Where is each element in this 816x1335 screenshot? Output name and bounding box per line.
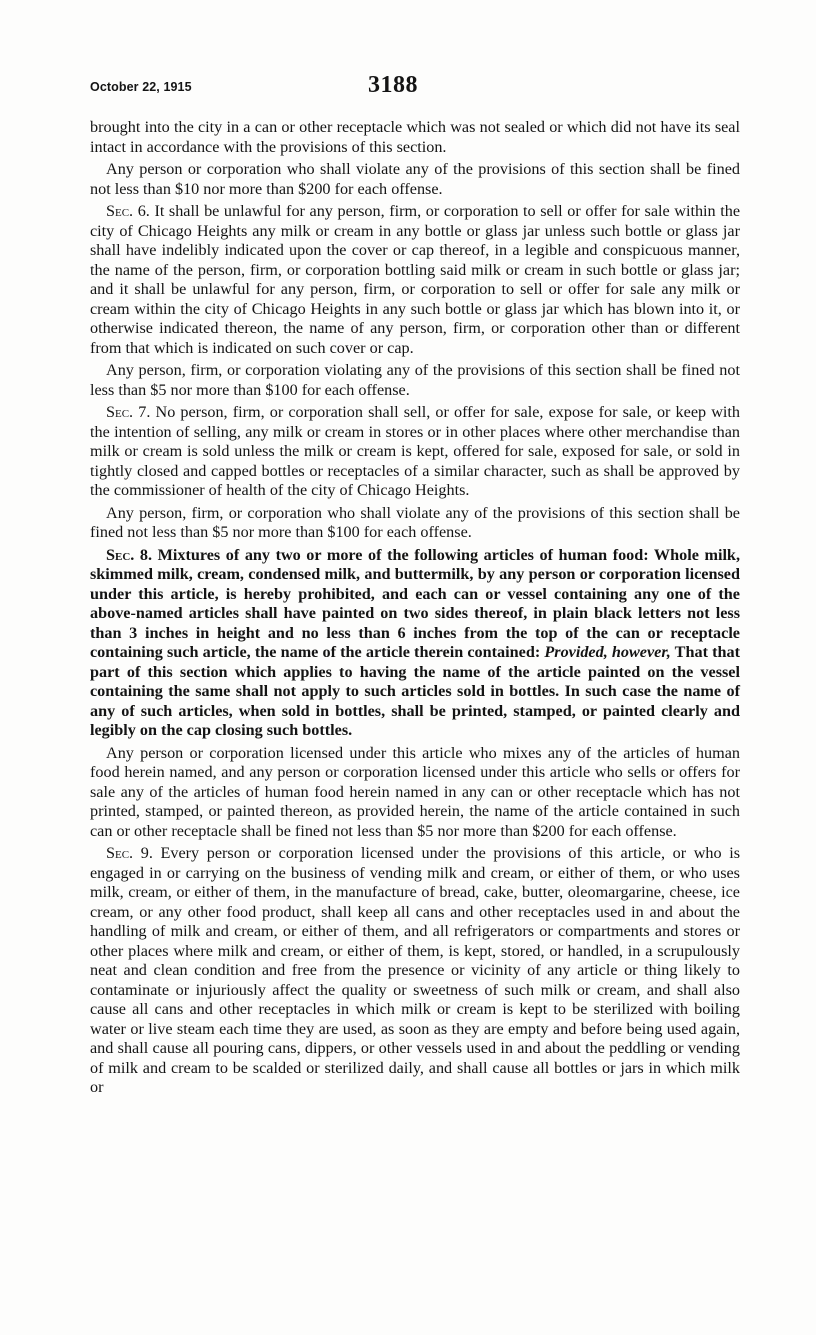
section-7 <box>90 403 740 501</box>
paragraph-penalty <box>90 744 740 842</box>
paragraph-text: Any person, firm, or corporation who shall violate any of the provisions of this section shall be fined not less than $5 nor more than $100 for each offense. <box>90 503 740 541</box>
page-number: 3188 <box>368 72 418 98</box>
section-8 <box>90 546 740 741</box>
document-body <box>90 118 740 1101</box>
paragraph-text: Any person, firm, or corporation violating any of the provisions of this section shall be fined not less than $5 nor more than $100 for each offense. <box>90 361 740 399</box>
section-label: Sec. 7. <box>106 403 151 421</box>
section-6 <box>90 202 740 358</box>
proviso-italic: Provided, however, <box>544 643 671 661</box>
paragraph-text: It shall be unlawful for any person, firm, or corporation to sell or offer for sale within the city of Chicago Heights any milk or cream in any bottle or glass jar unless such bottle or glass jar shall have indelibly indicated upon the cover or cap thereof, in a legible and conspicuous manner, the name of the person, firm, or corporation bottling said milk or cream in such bottle or glass jar; and it shall be unlawful for any person, firm, or corporation to sell or offer for sale any milk or cream within the city of Chicago Heights in any such bottle or glass jar which has blown into it, or otherwise indicated thereon, the name of any person, firm, or corporation other than or different from that which is indicated on such cover or cap. <box>90 202 741 357</box>
paragraph-penalty <box>90 504 740 543</box>
page-header <box>90 72 740 98</box>
paragraph-text: No person, firm, or corporation shall sell, or offer for sale, expose for sale, or keep with the intention of selling, any milk or cream in stores or in other places where other merchandise than milk or cream is sold unless the milk or cream is kept, offered for sale, exposed for sale, or sold in tightly closed and capped bottles or receptacles of a similar character, such as shall be approved by the commissioner of health of the city of Chicago Heights. <box>90 403 741 499</box>
paragraph-text: Mixtures of any two or more of the following articles of human food: Whole milk, skimmed milk, cream, condensed milk, and buttermilk, by any person or corporation licensed under this article, is hereby prohibited, and each can or vessel containing any one of the above-named articles shall have painted on two sides thereof, in plain black letters not less than 3 inches in height and no less than 6 inches from the top of the can or receptacle containing such article, the name of the article therein contained: <box>90 545 740 661</box>
header-date: October 22, 1915 <box>90 80 192 94</box>
paragraph-penalty <box>90 160 740 199</box>
paragraph-text: Any person or corporation licensed under this article who mixes any of the articles of human food herein named, and any person or corporation licensed under this article who sells or offers for sale any of the articles of human food herein named in any can or other receptacle which has not printed, stamped, or painted thereon, as provided herein, the name of the article contained in such can or other receptacle shall be fined not less than $5 nor more than $200 for each offense. <box>90 743 740 840</box>
paragraph-penalty <box>90 361 740 400</box>
paragraph-text: Every person or corporation licensed under the provisions of this article, or who is engaged in or carrying on the business of vending milk and cream, or either of them, or who uses milk, cream, or either of them, in the manufacture of bread, cake, butter, oleomargarine, cheese, ice cream, or any other food product, shall keep all cans and other receptacles used in and about the handling of milk and cream, or either of them, and all refrigerators or compartments and stores or other places where milk and cream, or either of them, is kept, stored, or handled, in a scrupulously neat and clean condition and free from the presence or vicinity of any article or thing likely to contaminate or injuriously affect the quality or sweetness of such milk or cream, and shall also cause all cans and other receptacles in which milk or cream is kept to be sterilized with boiling water or live steam each time they are used, as soon as they are empty and before being used again, and shall cause all pouring cans, dippers, or other vessels used in and about the peddling or vending of milk and cream to be scalded or sterilized daily, and shall cause all bottles or jars in which milk or <box>90 844 741 1096</box>
section-9 <box>90 844 740 1098</box>
paragraph-text: brought into the city in a can or other receptacle which was not sealed or which did not have its seal intact in accordance with the provisions of this section. <box>90 118 740 156</box>
section-label: Sec. 8. <box>106 545 153 564</box>
paragraph-text: That that part of this section which applies to having the name of the article painted on the vessel containing the same shall not apply to such articles sold in bottles. In such case the name of any of such articles, when sold in bottles, shall be printed, stamped, or painted clearly and legibly on the cap closing such bottles. <box>90 643 740 739</box>
section-label: Sec. 6. <box>106 202 150 220</box>
paragraph-continuation <box>90 118 740 157</box>
section-label: Sec. 9. <box>106 844 153 862</box>
paragraph-text: Any person or corporation who shall violate any of the provisions of this section shall be fined not less than $10 nor more than $200 for each offense. <box>90 160 740 198</box>
